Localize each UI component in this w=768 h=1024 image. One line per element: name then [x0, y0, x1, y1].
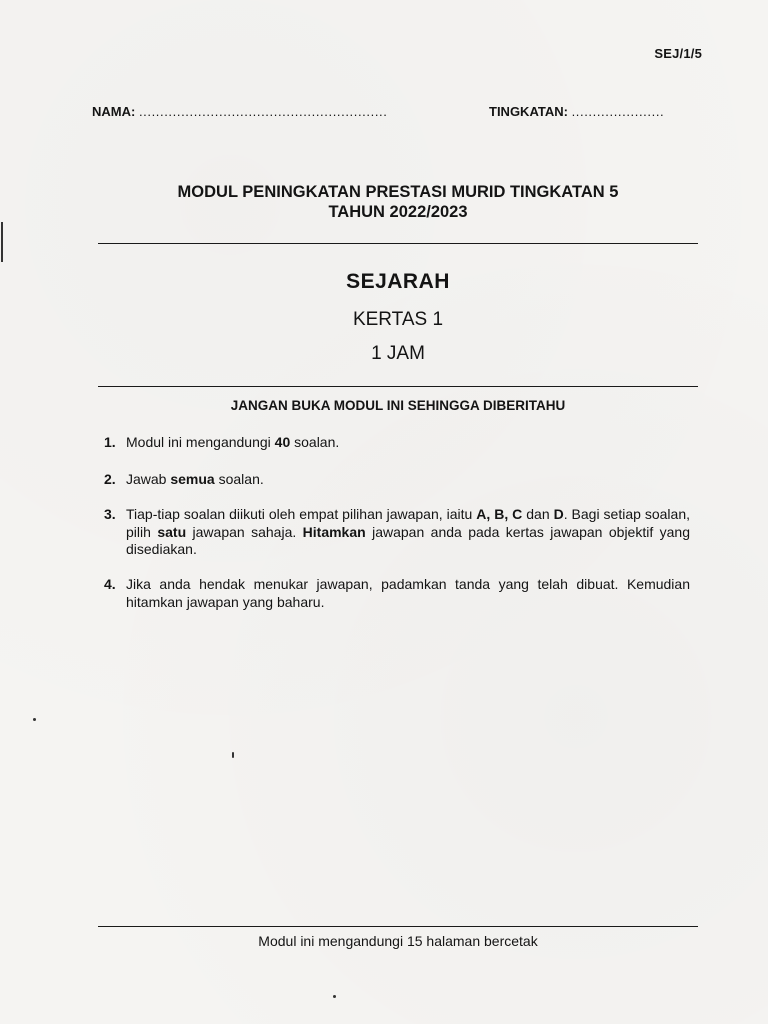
instruction-item	[104, 506, 690, 559]
subject-name: SEJARAH	[346, 270, 450, 293]
module-title-line2: TAHUN 2022/2023	[328, 203, 468, 221]
instruction-number: 4.	[104, 576, 116, 592]
name-field	[92, 104, 387, 119]
exam-duration: 1 JAM	[371, 343, 425, 364]
module-title-line1: MODUL PENINGKATAN PRESTASI MURID TINGKATAN 5	[177, 183, 619, 201]
module-title	[98, 182, 698, 222]
scan-speck	[333, 995, 336, 998]
name-blank: ...........................................................	[138, 104, 388, 119]
name-label: NAMA:	[92, 104, 136, 119]
bottom-divider	[98, 926, 698, 927]
instruction-text: Jawab semua soalan.	[126, 471, 264, 487]
middle-divider	[98, 386, 698, 387]
page-count-footer: Modul ini mengandungi 15 halaman bercetak	[258, 933, 538, 949]
instruction-text: Tiap-tiap soalan diikuti oleh empat pilihan jawapan, iaitu A, B, C dan D. Bagi setiap soalan, pilih satu jawapan sahaja. Hitamkan jawapan anda pada kertas jawapan objektif yang disediakan.	[126, 506, 690, 557]
scan-edge-mark	[1, 222, 3, 262]
paper-number: KERTAS 1	[352, 309, 444, 330]
class-label: TINGKATAN:	[489, 104, 568, 119]
class-field	[489, 104, 664, 119]
scan-speck	[33, 718, 36, 721]
instruction-number: 1.	[104, 434, 116, 450]
instruction-item	[104, 471, 690, 489]
instruction-text: Modul ini mengandungi 40 soalan.	[126, 434, 340, 450]
warning-heading: JANGAN BUKA MODUL INI SEHINGGA DIBERITAHU	[230, 398, 566, 413]
instruction-number: 2.	[104, 471, 116, 487]
class-blank: ......................	[571, 104, 665, 119]
top-divider	[98, 243, 698, 244]
scan-speck	[232, 752, 234, 758]
instruction-item	[104, 576, 690, 611]
instruction-item	[104, 434, 690, 452]
instruction-text: Jika anda hendak menukar jawapan, padamkan tanda yang telah dibuat. Kemudian hitamkan jawapan yang baharu.	[126, 576, 690, 610]
paper-code: SEJ/1/5	[654, 46, 702, 61]
instruction-number: 3.	[104, 506, 116, 522]
